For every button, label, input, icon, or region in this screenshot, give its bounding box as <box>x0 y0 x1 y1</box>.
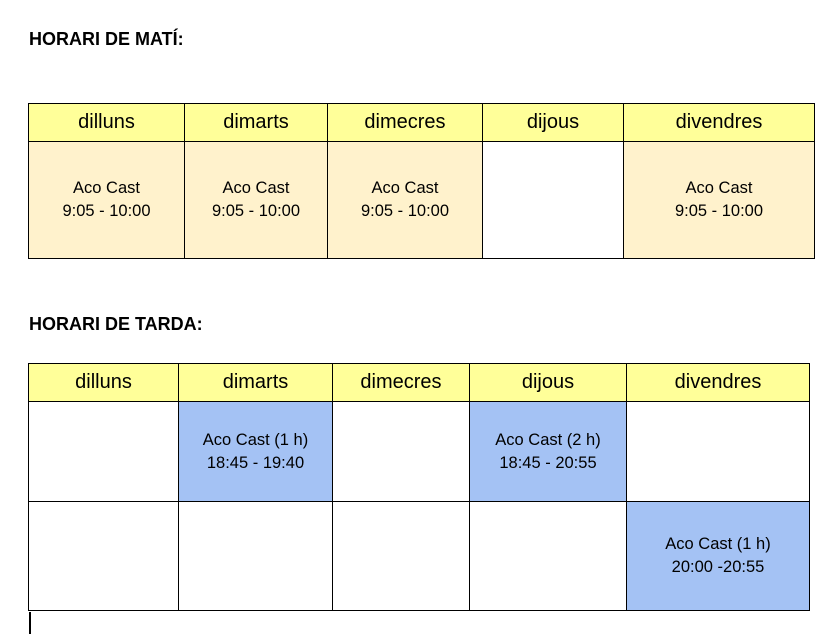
schedule-cell[interactable] <box>624 142 815 259</box>
day-header-tuesday: dimarts <box>185 104 328 142</box>
cell-subject: Aco Cast (1 h) <box>202 430 309 449</box>
text-cursor <box>29 612 31 634</box>
empty-cell[interactable] <box>627 402 810 502</box>
day-header-monday: dilluns <box>29 104 185 142</box>
afternoon-heading: HORARI DE TARDA: <box>29 314 203 334</box>
table-row <box>29 502 810 611</box>
day-header-wednesday: dimecres <box>328 104 483 142</box>
cell-subject: Aco Cast <box>73 179 140 197</box>
cell-time: 9:05 - 10:00 <box>360 202 450 220</box>
table-header-row <box>29 104 815 142</box>
table-header-row <box>29 364 810 402</box>
table-row <box>29 142 815 259</box>
day-header-thursday: dijous <box>483 104 624 142</box>
cell-time: 9:05 - 10:00 <box>674 202 764 220</box>
cell-time: 9:05 - 10:00 <box>211 202 301 220</box>
day-header-monday: dilluns <box>29 364 179 402</box>
schedule-cell[interactable] <box>470 402 627 502</box>
cell-time: 20:00 -20:55 <box>671 558 765 576</box>
empty-cell[interactable] <box>333 402 470 502</box>
empty-cell[interactable] <box>179 502 333 611</box>
schedule-cell[interactable] <box>29 142 185 259</box>
day-header-wednesday: dimecres <box>333 364 470 402</box>
empty-cell[interactable] <box>29 502 179 611</box>
cell-subject: Aco Cast <box>685 179 753 197</box>
day-header-thursday: dijous <box>470 364 627 402</box>
morning-schedule-table <box>28 103 815 259</box>
cell-time: 18:45 - 19:40 <box>206 453 305 472</box>
empty-cell[interactable] <box>29 402 179 502</box>
morning-heading: HORARI DE MATÍ: <box>29 29 184 49</box>
day-header-friday: divendres <box>624 104 815 142</box>
cell-subject: Aco Cast (1 h) <box>665 535 771 553</box>
day-header-friday: divendres <box>627 364 810 402</box>
empty-cell[interactable] <box>483 142 624 259</box>
cell-subject: Aco Cast (2 h) <box>495 430 601 449</box>
table-row <box>29 402 810 502</box>
schedule-cell[interactable] <box>185 142 328 259</box>
schedule-cell[interactable] <box>328 142 483 259</box>
cell-time: 9:05 - 10:00 <box>62 202 151 220</box>
schedule-cell[interactable] <box>627 502 810 611</box>
day-header-tuesday: dimarts <box>179 364 333 402</box>
cell-subject: Aco Cast <box>371 179 439 197</box>
cell-time: 18:45 - 20:55 <box>499 453 597 472</box>
cell-subject: Aco Cast <box>222 179 290 197</box>
afternoon-schedule-table <box>28 363 810 611</box>
empty-cell[interactable] <box>470 502 627 611</box>
empty-cell[interactable] <box>333 502 470 611</box>
schedule-cell[interactable] <box>179 402 333 502</box>
